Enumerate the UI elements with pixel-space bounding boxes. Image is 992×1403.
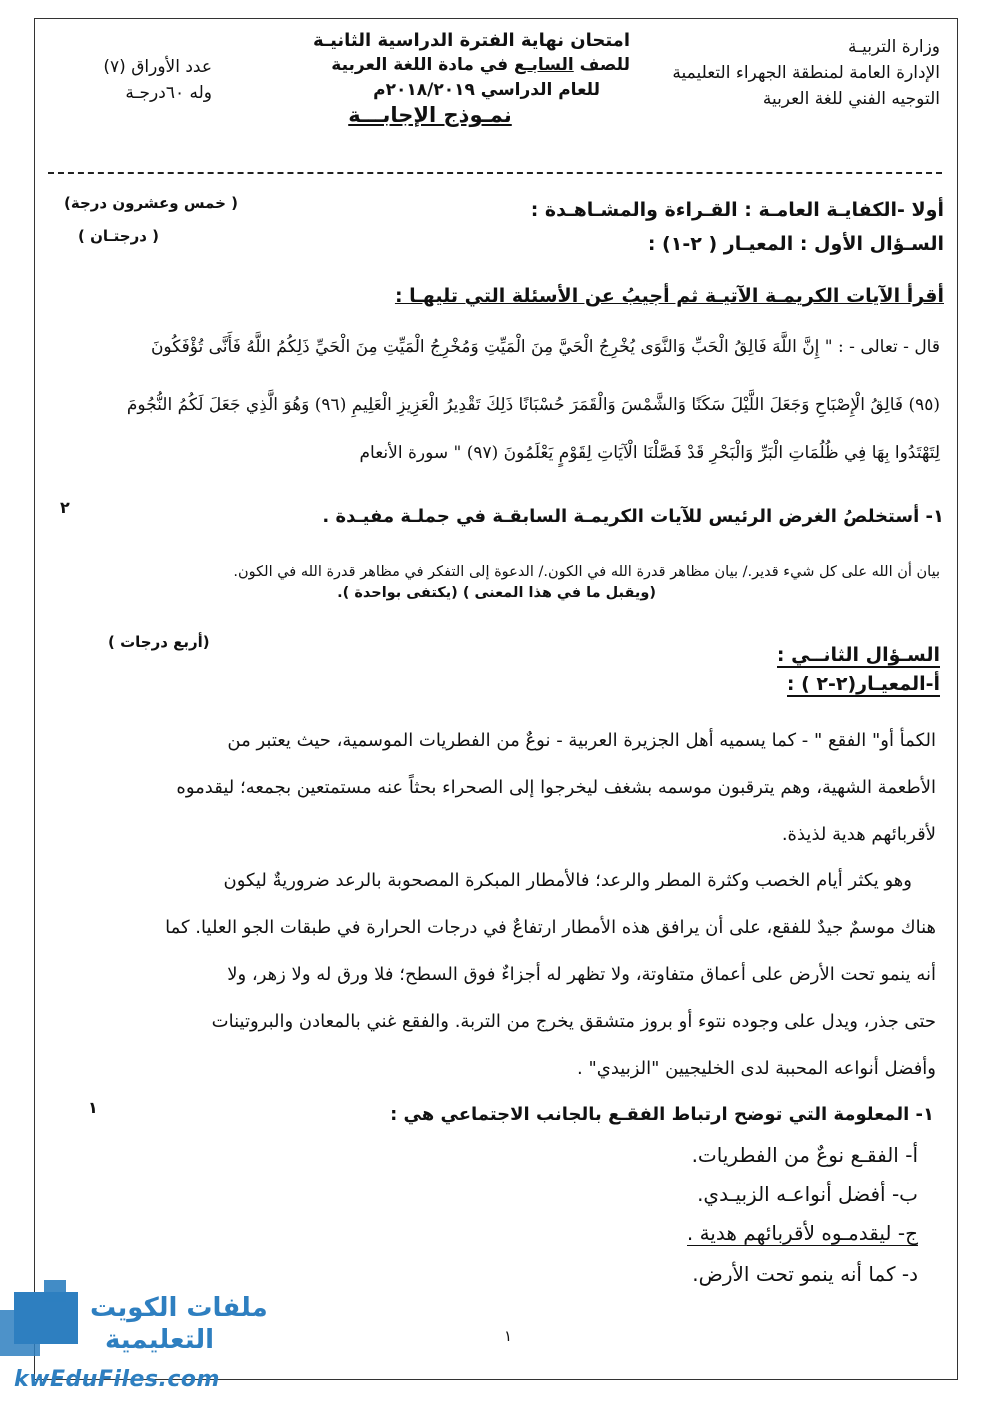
verse-line: (٩٥) فَالِقُ الْإِصْبَاحِ وَجَعَلَ اللَّيْلَ سَكَنًا وَالشَّمْسَ وَالْقَمَرَ حُسْبَانًا ذَلِكَ تَقْدِيرُ الْعَزِيزِ الْعَلِيمِ (٩٦) وَهُوَ الَّذِي جَعَلَ لَكُمُ النُّجُومَ — [126, 395, 940, 415]
logo-url: kwEduFiles.com — [14, 1367, 220, 1392]
exam-title-block — [290, 28, 630, 128]
question-2-title: السـؤال الثانــي : — [776, 644, 940, 666]
directorate-line: الإدارة العامة لمنطقة الجهراء التعليمية — [672, 63, 940, 83]
answer-text: بيان أن الله على كل شيء قدير./ بيان مظاهر قدرة الله في الكون./ الدعوة إلى التفكر في مظاهر قدرة الله في الكون. — [233, 564, 940, 580]
ministry-line: وزارة التربيـة — [847, 37, 940, 57]
logo-text-line-2: التعليمية — [105, 1325, 215, 1355]
option-d: د- كما أنه ينمو تحت الأرض. — [692, 1262, 918, 1286]
exam-meta — [62, 54, 212, 106]
question-2-item-1: ١- المعلومة التي توضح ارتباط الفقـع بالجانب الاجتماعي هي : — [390, 1104, 934, 1125]
passage-line: الأطعمة الشهية، وهم يترقبون موسمه بشغف ليخرجوا إلى الصحراء بحثاً عنه مستمتعين بجمعه؛ ليقدموه — [176, 777, 936, 798]
passage-line: وأفضل أنواعه المحببة لدى الخليجيين "الزبيدي" . — [577, 1058, 936, 1079]
pages-count: عدد الأوراق (٧) — [103, 57, 212, 77]
passage-line: لأقربائهم هدية لذيذة. — [781, 824, 936, 845]
passage-line: حتى جذر، ويدل على وجوده نتوء أو بروز متشقق يخرج من التربة. والفقع غني بالمعادن والبروتينات — [211, 1011, 936, 1032]
section-points: ( خمس وعشرون درجة) — [64, 194, 238, 212]
grade-line: للصف السابـع في مادة اللغة العربية — [331, 55, 630, 75]
supervision-line: التوجيه الفني للغة العربية — [762, 89, 940, 109]
section-title: أولا -الكفايـة العامـة : القـراءة والمشـاهـدة : — [530, 199, 944, 221]
question-1-title: السـؤال الأول : المعيـار ( ٢-١) : — [647, 233, 944, 255]
passage-line: وهو يكثر أيام الخصب وكثرة المطر والرعد؛ فالأمطار المبكرة المصحوبة بالرعد ضروريةٌ ليكون — [223, 870, 912, 891]
question-2-points: (أربع درجات ) — [108, 633, 210, 651]
passage-line: الكمأ أو" الفقع " - كما يسميه أهل الجزيرة العربية - نوعٌ من الفطريات الموسمية، حيث يعتبر من — [227, 730, 936, 751]
exam-title: امتحان نهاية الفترة الدراسية الثانيـة — [313, 30, 630, 51]
page-number: ١ — [504, 1327, 513, 1345]
answer-note: (ويقبل ما في هذا المعنى ) (يكتفى بواحدة ). — [337, 585, 656, 601]
question-1-item-1: ١- أستخلصُ الغرض الرئيس للآيات الكريمـة السابقـة في جملـة مفيـدة . — [322, 506, 944, 527]
item-1-points: ٢ — [60, 498, 70, 517]
ministry-header — [650, 34, 940, 112]
question-1-points: ( درجتـان ) — [78, 227, 159, 245]
verse-line: قال - تعالى - : " إِنَّ اللَّهَ فَالِقُ الْحَبِّ وَالنَّوَى يُخْرِجُ الْحَيَّ مِنَ الْمَيِّتِ وَمُخْرِجُ الْمَيِّتِ مِنَ الْحَيِّ ذَلِكُمُ اللَّهُ فَأَنَّى تُؤْفَكُونَ — [150, 337, 940, 357]
question-2-criterion: أ-المعيـار(٢-٢ ) : — [786, 673, 940, 695]
passage-line: أنه ينمو تحت الأرض على أعماق متفاوتة، ولا تظهر له أجزاءٌ فوق السطح؛ فلا ورق له ولا زهر، ولا — [227, 964, 936, 985]
option-b: ب- أفضل أنواعـه الزبيـدي. — [697, 1182, 918, 1206]
academic-year: للعام الدراسي ٢٠١٨/٢٠١٩م — [373, 80, 600, 100]
option-a: أ- الفقـع نوعٌ من الفطريات. — [691, 1143, 918, 1167]
answer-model-title: نمـوذج الإجابـــة — [348, 103, 512, 127]
header-divider — [48, 172, 942, 174]
verse-line: لِتَهْتَدُوا بِهَا فِي ظُلُمَاتِ الْبَرِّ وَالْبَحْرِ قَدْ فَصَّلْنَا الْآيَاتِ لِقَوْمٍ يَعْلَمُونَ (٩٧) " سورة الأنعام — [359, 443, 940, 463]
item-2-1-points: ١ — [88, 1098, 98, 1117]
logo-text-line-1: ملفات الكويت — [90, 1293, 268, 1323]
reading-instruction: أقرأ الآيات الكريمـة الآتيـة ثم أجيبُ عن الأسئلة التي تليهـا : — [394, 285, 944, 307]
passage-line: هناك موسمٌ جيدٌ للفقع، على أن يرافق هذه الأمطار ارتفاعٌ في درجات الحرارة في طبقات الجو العليا. كما — [165, 917, 936, 938]
option-c-correct: ج- ليقدمـوه لأقربائهم هدية . — [686, 1221, 918, 1245]
page-border — [34, 18, 958, 1380]
total-marks: وله ٦٠درجـة — [125, 83, 212, 103]
